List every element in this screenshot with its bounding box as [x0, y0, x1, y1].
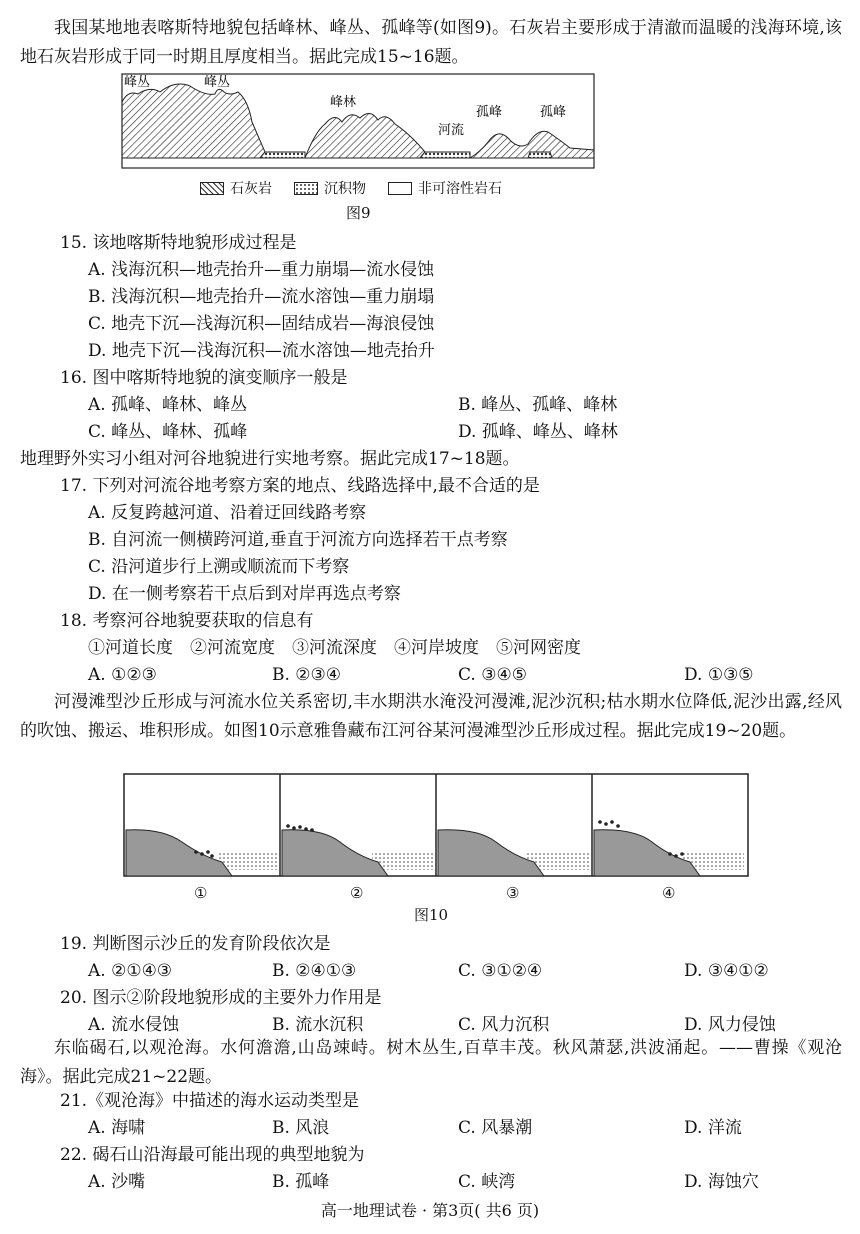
label-gufeng-2: 孤峰 — [540, 105, 567, 120]
q20-option-b: B. 流水沉积 — [272, 1015, 364, 1035]
intro-paragraph-19-20: 河漫滩型沙丘形成与河流水位关系密切,丰水期洪水淹没河漫滩,泥沙沉积;枯水期水位降低,泥沙出露,经风的吹蚀、搬运、堆积形成。如图10示意雅鲁藏布江河谷某河漫滩型沙丘形成过程。据此完成19~20题。 — [20, 692, 842, 741]
q22-option-c: C. 峡湾 — [458, 1172, 516, 1192]
q16-option-b: B. 峰丛、孤峰、峰林 — [458, 395, 618, 415]
nonsoluble-swatch-icon — [388, 182, 412, 195]
q16-option-a: A. 孤峰、峰林、峰丛 — [88, 395, 248, 415]
panel-label-1: ① — [194, 884, 208, 902]
figure-10-panels — [122, 772, 752, 882]
legend-sediment-label: 沉积物 — [324, 181, 366, 197]
q17-option-b: B. 自河流一侧横跨河道,垂直于河流方向选择若干点考察 — [88, 530, 508, 550]
intro-paragraph-15-16: 我国某地地表喀斯特地貌包括峰林、峰丛、孤峰等(如图9)。石灰岩主要形成于清澈而温暖的浅海环境,该地石灰岩形成于同一时期且厚度相当。据此完成15~16题。 — [20, 18, 842, 67]
q19-option-c: C. ③①②④ — [458, 961, 543, 981]
q16-option-d: D. 孤峰、峰丛、峰林 — [458, 422, 618, 442]
q21-option-a: A. 海啸 — [88, 1118, 146, 1138]
q19-option-a: A. ②①④③ — [88, 961, 173, 981]
q17-option-d: D. 在一侧考察若干点后到对岸再选点考察 — [88, 584, 401, 604]
sediment-layer — [260, 152, 305, 158]
q18-option-b: B. ②③④ — [272, 665, 342, 685]
legend-limestone-label: 石灰岩 — [230, 181, 272, 197]
q18-items: ①河道长度 ②河流宽度 ③河流深度 ④河岸坡度 ⑤河网密度 — [88, 638, 581, 658]
label-fengcong-2: 峰丛 — [204, 75, 231, 90]
q20-option-a: A. 流水侵蚀 — [88, 1015, 180, 1035]
q20-option-d: D. 风力侵蚀 — [684, 1015, 776, 1035]
panel-label-3: ③ — [506, 884, 520, 902]
q18-option-c: C. ③④⑤ — [458, 665, 527, 685]
label-fengcong-1: 峰丛 — [124, 75, 151, 90]
q19-option-b: B. ②④①③ — [272, 961, 357, 981]
panel-label-4: ④ — [662, 884, 676, 902]
legend-limestone — [200, 178, 272, 198]
q22-option-b: B. 孤峰 — [272, 1172, 330, 1192]
q16-stem: 16. 图中喀斯特地貌的演变顺序一般是 — [60, 368, 348, 388]
figure-10-caption: 图10 — [414, 906, 449, 924]
label-heliu: 河流 — [438, 123, 465, 138]
legend-sediment — [294, 178, 366, 198]
q15-option-c: C. 地壳下沉—浅海沉积—固结成岩—海浪侵蚀 — [88, 314, 435, 334]
figure-9-legend — [200, 178, 502, 198]
q17-stem: 17. 下列对河流谷地考察方案的地点、线路选择中,最不合适的是 — [60, 476, 540, 496]
q18-stem: 18. 考察河谷地貌要获取的信息有 — [60, 611, 314, 631]
q17-option-c: C. 沿河道步行上溯或顺流而下考察 — [88, 557, 350, 577]
figure-10 — [122, 772, 752, 922]
figure-9 — [120, 72, 600, 222]
intro-paragraph-17-18: 地理野外实习小组对河谷地貌进行实地考察。据此完成17~18题。 — [20, 449, 520, 469]
limestone-swatch-icon — [200, 182, 224, 195]
q16-option-c: C. 峰丛、峰林、孤峰 — [88, 422, 248, 442]
q22-stem: 22. 碣石山沿海最可能出现的典型地貌为 — [60, 1145, 365, 1165]
q18-option-d: D. ①③⑤ — [684, 665, 754, 685]
q21-stem: 21.《观沧海》中描述的海水运动类型是 — [60, 1091, 360, 1111]
q21-option-d: D. 洋流 — [684, 1118, 742, 1138]
q18-option-a: A. ①②③ — [88, 665, 157, 685]
q17-option-a: A. 反复跨越河道、沿着迂回线路考察 — [88, 503, 367, 523]
panel-label-2: ② — [350, 884, 364, 902]
q15-option-a: A. 浅海沉积—地壳抬升—重力崩塌—流水侵蚀 — [88, 260, 435, 280]
sediment-swatch-icon — [294, 182, 318, 195]
q22-option-a: A. 沙嘴 — [88, 1172, 146, 1192]
q21-option-b: B. 风浪 — [272, 1118, 330, 1138]
legend-nonsoluble-label: 非可溶性岩石 — [418, 181, 502, 197]
q20-stem: 20. 图示②阶段地貌形成的主要外力作用是 — [60, 988, 382, 1008]
q15-option-b: B. 浅海沉积—地壳抬升—流水溶蚀—重力崩塌 — [88, 287, 435, 307]
label-fenglin: 峰林 — [330, 95, 357, 110]
q15-stem: 15. 该地喀斯特地貌形成过程是 — [60, 233, 297, 253]
page-footer: 高一地理试卷 · 第3页( 共6 页) — [320, 1201, 540, 1220]
q21-option-c: C. 风暴潮 — [458, 1118, 533, 1138]
q22-option-d: D. 海蚀穴 — [684, 1172, 759, 1192]
figure-9-profile — [120, 72, 600, 172]
legend-nonsoluble — [388, 178, 502, 198]
q15-option-d: D. 地壳下沉—浅海沉积—流水溶蚀—地壳抬升 — [88, 341, 435, 361]
intro-paragraph-21-22: 东临碣石,以观沧海。水何澹澹,山岛竦峙。树木丛生,百草丰茂。秋风萧瑟,洪波涌起。——曹操《观沧海》。据此完成21~22题。 — [20, 1038, 842, 1087]
q20-option-c: C. 风力沉积 — [458, 1015, 550, 1035]
label-gufeng-1: 孤峰 — [476, 105, 503, 120]
figure-9-caption: 图9 — [346, 204, 371, 222]
q19-option-d: D. ③④①② — [684, 961, 769, 981]
q19-stem: 19. 判断图示沙丘的发育阶段依次是 — [60, 934, 331, 954]
